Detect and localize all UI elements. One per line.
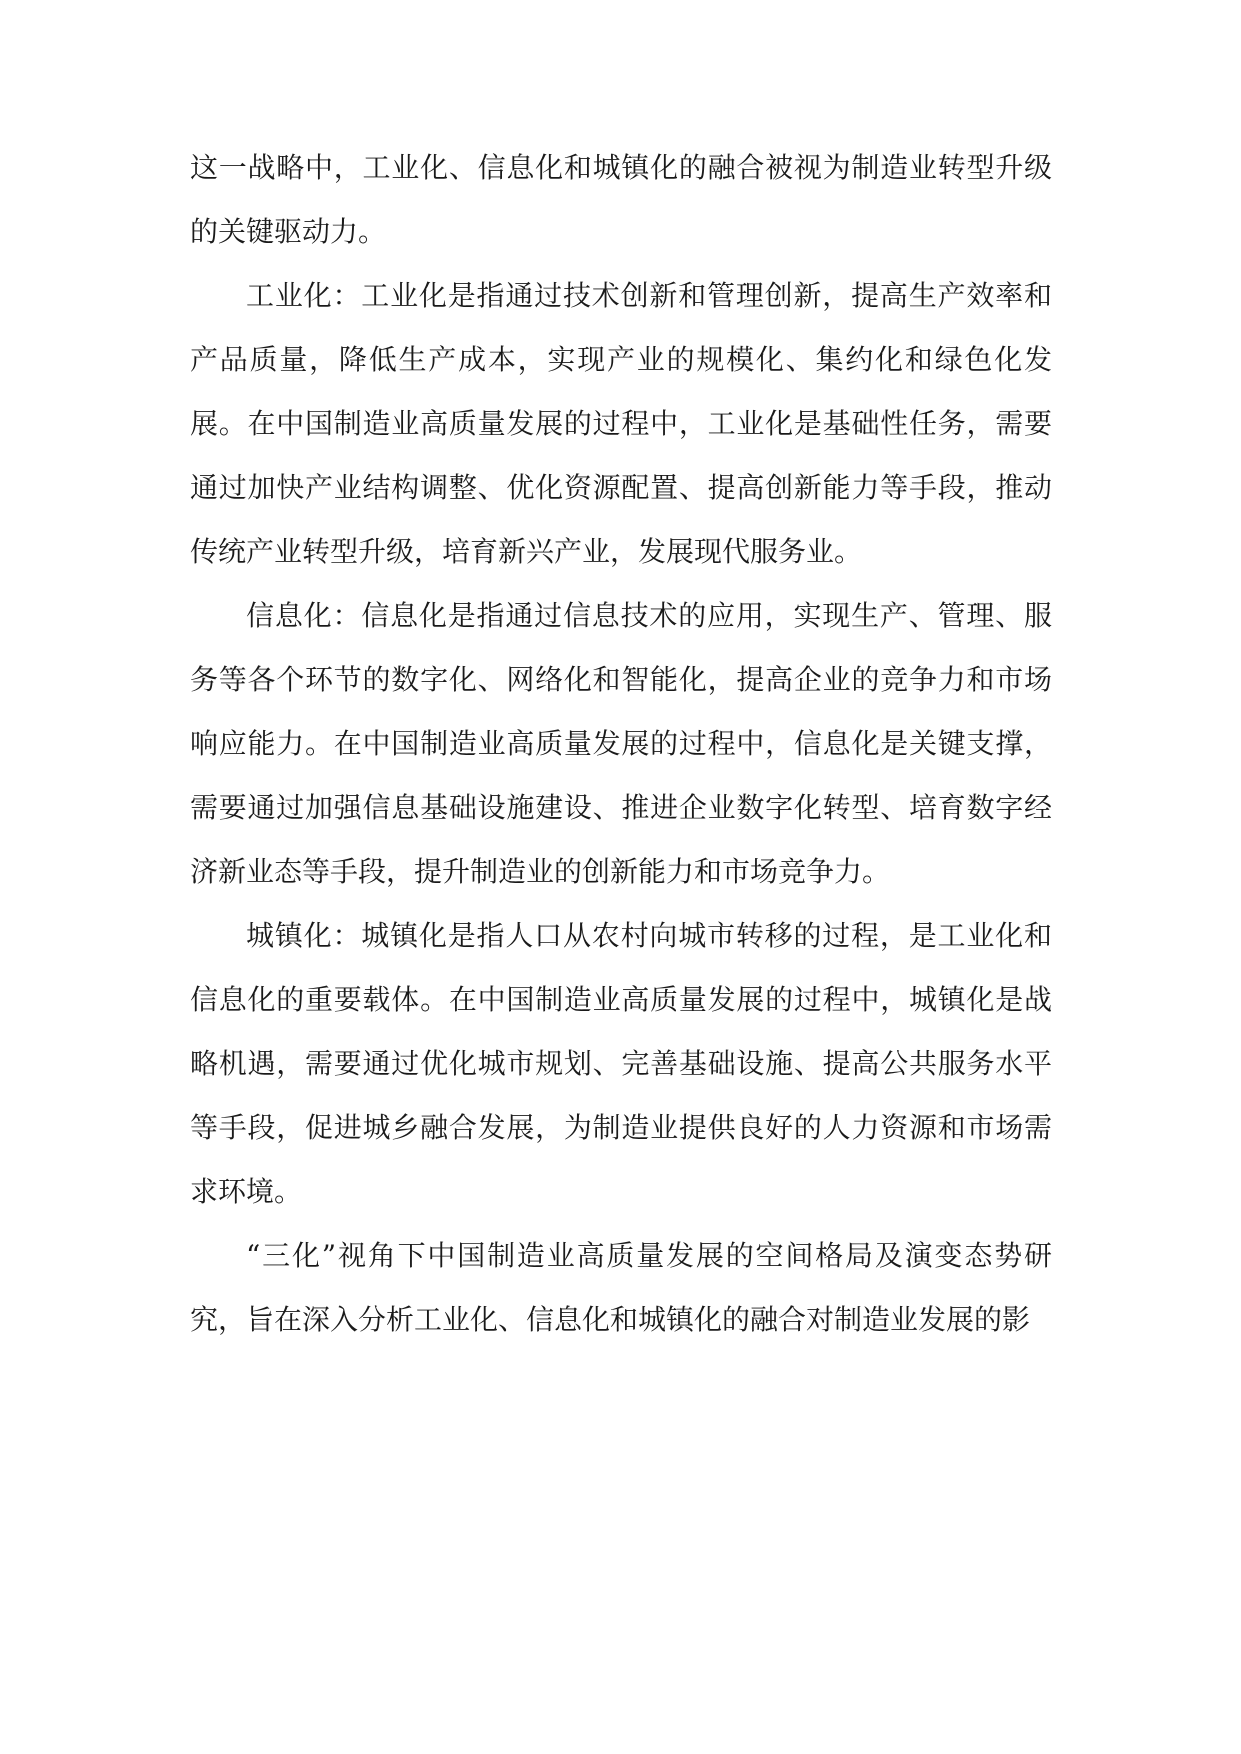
paragraph-industrialization: 工业化：工业化是指通过技术创新和管理创新，提高生产效率和产品质量，降低生产成本，实现产业的规模化、集约化和绿色化发展。在中国制造业高质量发展的过程中，工业化是基础性任务，需要通过加快产业结构调整、优化资源配置、提高创新能力等手段，推动传统产业转型升级，培育新兴产业，发展现代服务业。 bbox=[190, 279, 1052, 568]
paragraph-urbanization: 城镇化：城镇化是指人口从农村向城市转移的过程，是工业化和信息化的重要载体。在中国制造业高质量发展的过程中，城镇化是战略机遇，需要通过优化城市规划、完善基础设施、提高公共服务水平等手段，促进城乡融合发展，为制造业提供良好的人力资源和市场需求环境。 bbox=[190, 919, 1052, 1208]
paragraph-research-aim: “三化”视角下中国制造业高质量发展的空间格局及演变态势研究，旨在深入分析工业化、信息化和城镇化的融合对制造业发展的影 bbox=[190, 1239, 1052, 1336]
paragraph-intro: 这一战略中，工业化、信息化和城镇化的融合被视为制造业转型升级的关键驱动力。 bbox=[190, 151, 1052, 248]
paragraph-informatization: 信息化：信息化是指通过信息技术的应用，实现生产、管理、服务等各个环节的数字化、网络化和智能化，提高企业的竞争力和市场响应能力。在中国制造业高质量发展的过程中，信息化是关键支撑，需要通过加强信息基础设施建设、推进企业数字化转型、培育数字经济新业态等手段，提升制造业的创新能力和市场竞争力。 bbox=[190, 599, 1052, 888]
document-body bbox=[190, 136, 1052, 1352]
